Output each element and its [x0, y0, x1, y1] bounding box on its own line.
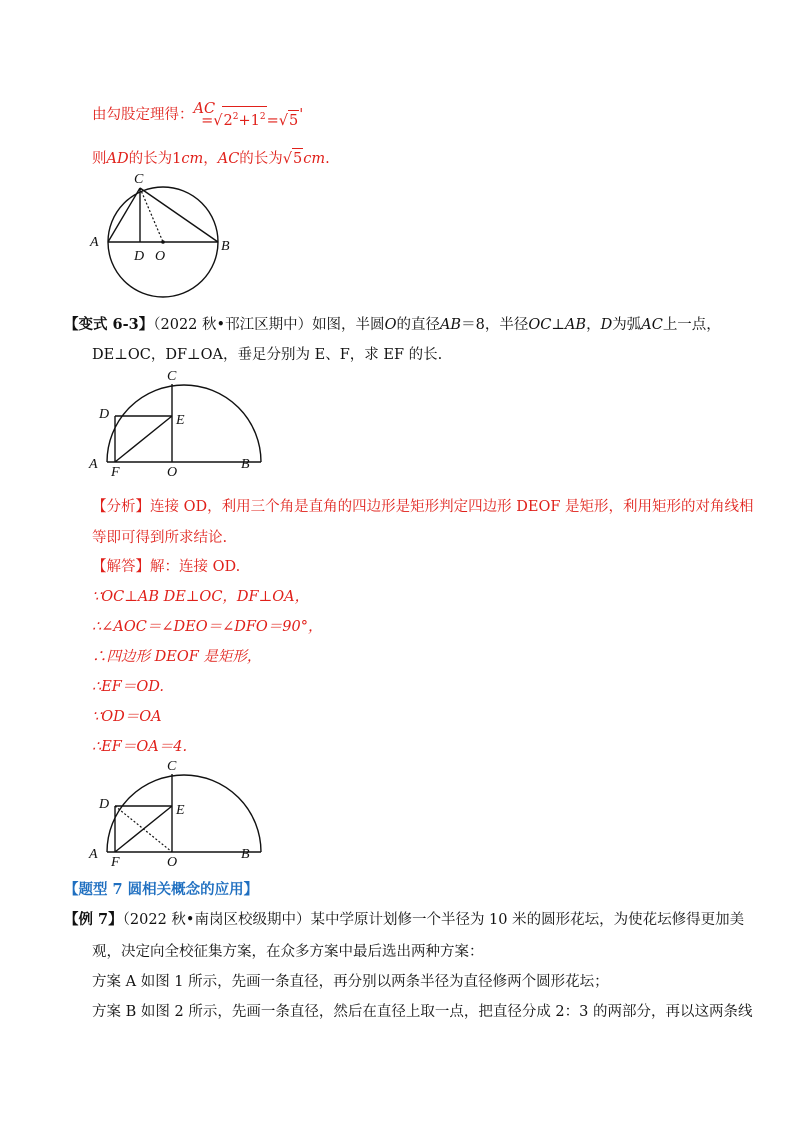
- label-o: O: [155, 249, 166, 264]
- label-d: D: [99, 407, 110, 422]
- label-c: C: [167, 369, 177, 384]
- answer-intro-text: 解：连接 OD.: [150, 559, 241, 575]
- label-b: B: [241, 457, 250, 472]
- example-line-1: [64, 910, 744, 930]
- example-tag: 【例 7】: [64, 911, 123, 928]
- variant-line-2-text: DE⊥OC，DF⊥OA，垂足分别为 E、F，求 EF 的长.: [92, 347, 443, 363]
- variant-d: D: [600, 317, 613, 333]
- ad-value: 1: [172, 151, 182, 167]
- analysis-line-2: [92, 528, 227, 548]
- ac-symbol: AC: [193, 100, 216, 117]
- variant-tag: 【变式 6-3】: [64, 316, 154, 333]
- length-prefix: 则: [92, 151, 107, 167]
- answer-step-4: ∴EF＝OD.: [92, 679, 164, 695]
- analysis-text-2: 等即可得到所求结论.: [92, 530, 228, 546]
- variant-ab-2: AB: [564, 317, 587, 333]
- label-o: O: [167, 465, 178, 480]
- figure-semicircle-rectangle: [85, 366, 265, 481]
- label-f: F: [111, 465, 120, 480]
- plus-sign: +: [238, 112, 251, 129]
- ac-symbol-2: AC: [217, 151, 240, 167]
- label-e: E: [176, 413, 185, 428]
- variant-oc: OC: [528, 317, 552, 333]
- period: .: [325, 151, 330, 167]
- variant-text-5: 为弧: [612, 317, 642, 333]
- label-o: O: [167, 855, 178, 870]
- example-text-1: （2022 秋•南岗区校级期中）某中学原计划修一个半径为 10 米的圆形花坛，为使花坛修得更加美: [122, 912, 745, 928]
- label-c: C: [134, 172, 144, 187]
- pythagoras-line: 由勾股定理得：$AC=√2^2+1^2=√5'$: [92, 100, 304, 129]
- equals-sign: =: [201, 112, 214, 129]
- label-a: A: [90, 235, 99, 250]
- answer-intro: [92, 557, 240, 577]
- figure-circle-triangle: [85, 168, 245, 298]
- ac-value: 5: [292, 148, 303, 169]
- analysis-text-1: 连接 OD，利用三个角是直角的四边形是矩形判定四边形 DEOF 是矩形，利用矩形的对角线相: [150, 499, 754, 515]
- analysis-line-1: [92, 497, 754, 517]
- variant-text-1: （2022 秋•邗江区期中）如图，半圆: [153, 317, 385, 333]
- example-line-4: 方案 B 如图 2 所示，先画一条直径，然后在直径上取一点，把直径分成 2：3 的两部分，再以这两条线: [92, 1004, 753, 1020]
- answer-step-1: ∵OC⊥AB DE⊥OC，DF⊥OA，: [92, 589, 310, 605]
- ad-symbol: AD: [106, 151, 129, 167]
- variant-ac: AC: [641, 317, 663, 333]
- answer-step-6: ∴EF＝OA＝4.: [92, 739, 188, 755]
- variant-text-6: 上一点，: [662, 317, 721, 333]
- unit-cm-1: cm: [181, 151, 204, 167]
- label-a: A: [89, 457, 98, 472]
- sqrt-five: 5: [288, 110, 299, 131]
- figure-semicircle-diagonals: [85, 756, 265, 871]
- comma: ，: [203, 151, 218, 167]
- label-c: C: [167, 759, 177, 774]
- answer-step-5: ∵OD＝OA: [92, 709, 162, 725]
- variant-problem-line-1: [64, 315, 721, 335]
- variant-o: O: [384, 317, 397, 333]
- equals-sign-2: =: [266, 112, 279, 129]
- variant-text-4: ，: [586, 317, 601, 333]
- label-f: F: [111, 855, 120, 870]
- analysis-tag: 【分析】: [92, 499, 150, 515]
- exp-2: 2: [259, 112, 266, 122]
- section-heading: 【题型 7 圆相关概念的应用】: [64, 881, 259, 898]
- variant-text-2: 的直径: [396, 317, 440, 333]
- unit-cm-2: cm: [303, 151, 326, 167]
- answer-step-2: ∴∠AOC＝∠DEO＝∠DFO＝90°，: [92, 619, 323, 635]
- sqrt-term-2: 1: [250, 112, 260, 129]
- label-b: B: [221, 239, 230, 254]
- label-d: D: [99, 797, 110, 812]
- answer-tag: 【解答】: [92, 559, 150, 575]
- pythagoras-prefix: 由勾股定理得：: [92, 106, 194, 123]
- label-d: D: [134, 249, 145, 264]
- label-b: B: [241, 847, 250, 862]
- answer-step-3: ∴四边形 DEOF 是矩形，: [92, 649, 262, 665]
- label-a: A: [89, 847, 98, 862]
- length-text-2: 的长为: [239, 151, 283, 167]
- length-text-1: 的长为: [128, 151, 173, 167]
- variant-problem-line-2: [92, 345, 442, 365]
- length-result-line: 则AD的长为1cm，AC的长为√5cm.: [92, 148, 330, 169]
- variant-ab: AB: [439, 317, 462, 333]
- trailing-mark: ': [299, 106, 304, 123]
- label-e: E: [176, 803, 185, 818]
- variant-text-3: ＝8，半径: [461, 317, 529, 333]
- example-line-3: 方案 A 如图 1 所示，先画一条直径，再分别以两条半径为直径修两个圆形花坛；: [92, 974, 609, 990]
- example-line-2: 观，决定向全校征集方案，在众多方案中最后选出两种方案：: [92, 944, 484, 960]
- exp-1: 2: [232, 112, 239, 122]
- sqrt-term-1: 2: [223, 112, 233, 129]
- variant-perp: ⊥: [551, 317, 565, 333]
